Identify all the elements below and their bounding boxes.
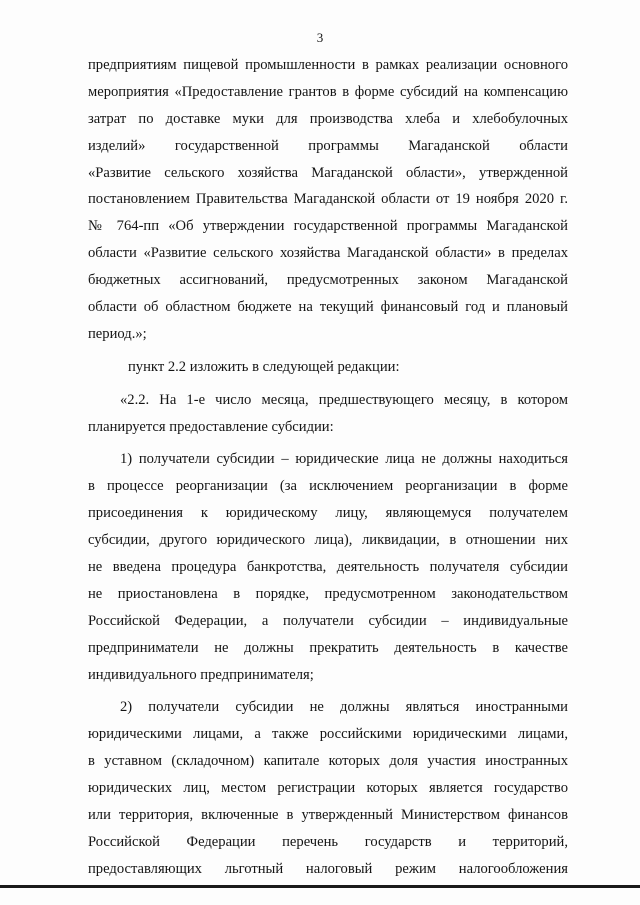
text-line: предприятиям пищевой промышленности в рамках реализации основного [88, 57, 568, 73]
text-line: № 764-пп «Об утверждении государственной программы Магаданской [88, 218, 568, 235]
text-line: или территория, включенные в утвержденный Министерством финансов [88, 807, 568, 824]
text-line: индивидуального предпринимателя; [88, 666, 314, 683]
text-line: области об областном бюджете на текущий финансовый год и плановый [88, 299, 568, 316]
text-line: постановлением Правительства Магаданской области от 19 ноября 2020 г. [88, 191, 568, 208]
text-line: бюджетных ассигнований, предусмотренных законом Магаданской [88, 272, 568, 289]
text-line: изделий» государственной программы Магаданской области [88, 137, 568, 154]
text-line: Российской Федерации, а получатели субсидии – индивидуальные [88, 612, 568, 629]
text-line: «2.2. На 1-е число месяца, предшествующего месяцу, в котором [120, 391, 568, 408]
scan-edge-rule [0, 885, 640, 888]
text-line: не приостановлена в порядке, предусмотренном законодательством [88, 585, 568, 602]
text-line: планируется предоставление субсидии: [88, 418, 334, 435]
text-line: период.»; [88, 325, 147, 342]
text-line: «Развитие сельского хозяйства Магаданской области», утвержденной [88, 164, 568, 181]
text-line: субсидии, другого юридического лица), ликвидации, в отношении них [88, 532, 568, 549]
text-line: предоставляющих льготный налоговый режим налогообложения [88, 860, 568, 877]
text-line: присоединения к юридическому лицу, являющемуся получателем [88, 505, 568, 522]
text-line: Российской Федерации перечень государств и территорий, [88, 833, 568, 850]
text-line: 2) получатели субсидии не должны являться иностранными [120, 699, 568, 716]
text-line: 1) получатели субсидии – юридические лица не должны находиться [120, 451, 568, 468]
page-number: 3 [316, 30, 324, 45]
document-body [88, 52, 568, 883]
text-line: не введена процедура банкротства, деятельность получателя субсидии [88, 559, 568, 576]
text-line: юридических лиц, местом регистрации которых является государство [88, 780, 568, 797]
text-line: пункт 2.2 изложить в следующей редакции: [128, 358, 400, 375]
text-line: в процессе реорганизации (за исключением реорганизации в форме [88, 478, 568, 495]
text-line: области «Развитие сельского хозяйства Магаданской области» в пределах [88, 245, 568, 262]
text-line: в уставном (складочном) капитале которых доля участия иностранных [88, 753, 568, 770]
text-line: мероприятия «Предоставление грантов в форме субсидий на компенсацию [88, 83, 568, 100]
text-line: предприниматели не должны прекратить деятельность в качестве [88, 639, 568, 656]
text-line: юридическими лицами, а также российскими юридическими лицами, [88, 726, 568, 743]
text-line: затрат по доставке муки для производства хлеба и хлебобулочных [88, 110, 568, 127]
